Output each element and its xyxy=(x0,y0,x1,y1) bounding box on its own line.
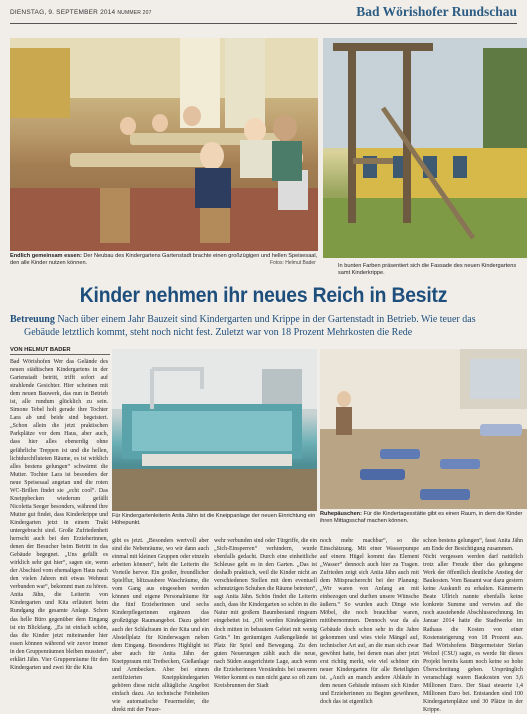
article-column-2: gibt es jetzt. „Besonders wertvoll aber sind die Nebenräume, wo wir dann auch einmal mit kleinen Gruppen oder einzeln arbeiten können“, hebt die Leiterin die Vorteile hervor. Ein großer, freundlicher Spielflur, blitzsaubere Waschräume, die vom Gang aus eingesehen werden können und eigene Personalräume für die fünf Erzieherinnen und sechs Kinderpflegerinnen ergänzen das großzügige Raumangebot. Dazu gehört auch der Schlafraum in der Kita und ein Abstellplatz für Kinderwagen neben dem Eingang. Besonderes Highlight ist aber auch für Anita Jähn der Kneippraum mit Tretbecken, Gießanlage und Armbecken. Aber bei einem zertifizierten Kneippkindergarten gehören diese nicht alltägliche Angebot einfach dazu. An technische Feinheiten wie automatische Feuermelder, die direkt mit der Feuer- xyxy=(112,538,209,713)
nap-room-illustration xyxy=(320,349,527,509)
kneipp-caption: Für Kindergartenleiterin Anita Jähn ist die Kneippanlage der neuen Einrichtung ein Höhepunkt. xyxy=(112,513,316,527)
article-lead: Betreuung Nach über einem Jahr Bauzeit sind Kindergarten und Krippe in der Gartenstadt in Betrieb. Wie teuer das Gebäude letztlich kommt, steht noch nicht fest. Zuletzt war von 18 Prozent Mehrkosten die Rede xyxy=(10,314,476,338)
kneipp-pool-illustration xyxy=(112,349,317,511)
article-column-5 xyxy=(423,537,523,714)
article-column-1: Bad Wörishofen Wer das Gelände des neuen städtischen Kindergartens in der Gartenstadt betritt, trifft sofort auf strahlende Gesichter. Hier scheinen mit dem neuen Bauwerk, das nun in Betrieb ist, alle rundum glücklich zu sein. Simone Tebel holt gerade ihre Tochter Lara ab und beide sind begeistert. „Schon allein die jetzt praktischen Parkplätze vor dem Haus, aber auch, dass hier alles ebenerdig ohne gefährliche Treppen ist und die hellen, lichtdurchfluteten Räume, es ist wirklich alles bestens gelungen“ schwärmt die Mutter. Tochter Lara ist besonders der neue Speisesaal angetan und die roten WC-Brillen findet sie „echt cool“. Das Kneippbecken wiederum gefällt Nicoletta Seeger besonders, während ihre Mutter gut findet, dass Kinderkrippe und Kindergarten jetzt in einem Trakt untergebracht sind. Große Zufriedenheit herrscht auch bei den Erzieherinnen, denen der Besucher beim Betritt in das Gebäude begegnet. „Uns gefällt es wirklich sehr gut hier“, sagen sie, wenn der Abschied vom ehemaligen Haus nach den vielen Jahren mit etwas Wehmut verbunden war“, bekommt man zu hören. Anita Jähn, die Leiterin von Kindergarten und Kita erläutert beim Rundgang die gesamte Anlage. Schon das helle Büro gegenüber dem Eingang ist ein Blickfang. „Es ist einfach schön, das die Kinder jetzt miteinander hier essen können während wir zuvor immer in den Gruppenräumen bleiben mussten“, erklärt Jähn. Vier Gruppenräume für den Kindergarten und zwei für die Kita xyxy=(10,359,108,671)
issue-date: DIENSTAG, 9. SEPTEMBER 2014 NUMMER 207 xyxy=(10,9,152,16)
issue-number: NUMMER 207 xyxy=(117,10,152,16)
facade-photo xyxy=(323,38,527,258)
nap-room-photo xyxy=(320,349,527,509)
facade-caption: In bunten Farben präsentiert sich die Fassade des neuen Kindergartens samt Kinderkrippe. xyxy=(338,263,517,277)
lead-kicker: Betreuung xyxy=(10,314,55,325)
article-column-3: wehr verbunden sind oder Türgriffe, die ein „Sich-Einsperren“ verhindern, wurde ebenfalls gedacht. Durch eine einheitliche Schleuse geht es in den Garten. „Das ist deshalb praktisch, weil die Kinder nicht an verschiedenen Stellen mit dem eventuell schmutzigen Schuhen die Räume betreten“, sagt Anita Jähn. Schön findet die Leiterin auch, dass ihr Kindergarten so schön in die Natur mit großem Baumbestand ringsum eingebettet ist. „Oft werden Kindergärten doch mitten in bebautem Gebiet mit wenig Grün.“ Im geräumigen Außengelände ist Platz für Spiel und Bewegung. Zu den guten Neuerungen zählt auch die neue, nach Süden ausgerichtete Lage, auch wenn die Erzieherinnen Verständnis bei unserem Wetter kommt es nun nicht ganz so oft zum Kreisbrunnen der Stadt xyxy=(214,538,317,689)
dining-room-photo xyxy=(10,38,318,251)
byline: VON HELMUT BADER xyxy=(10,347,110,355)
facade-illustration xyxy=(323,38,527,258)
column-5-body: Nicht vergessen werden darf natürlich trotz aller Freude über das gelungene Werk der öffentlich deutliche Anstieg der Baukosten. Vom Bauamt war dazu gestern keine Auskunft zu erhalten. Kämmerin Beate Ullrich nannte ebenfalls keine konkrete Summe und verwies auf die noch ausstehende Abschlussrechnung. Im Januar 2014 hatte die Stadtwerke im Rathaus die Kosten von einer Kostensteigerung von 18 Prozent aus. Bad Wörishofens Bürgermeister Stefan Welzel (CSU) sagte, es werde für dieses Projekt bereits kaum noch keine so hohe Überschreitung geben. Ursprünglich veranschlagt waren Baukosten von 3,6 Millionen Euro. Der Staat steuerte 1,4 Millionen Euro bei. Entstanden sind 100 Kindergartenplätze und 30 Plätze in der Krippe. xyxy=(423,554,523,713)
column-5-intro: schon bestens gelungen“, fasst Anita Jähn am Ende der Besichtigung zusammen. xyxy=(423,538,523,553)
nap-room-caption: Ruhepäuschen: Für die Kindertagesstätte gibt es einen Raum, in dem die Kinder ihren Mittagsschaf machen können. xyxy=(320,511,523,525)
article-headline: Kinder nehmen ihr neues Reich in Besitz xyxy=(79,284,448,307)
page-header xyxy=(10,4,517,23)
kneipp-pool-photo xyxy=(112,349,317,511)
dining-room-illustration xyxy=(10,38,318,251)
photo-credit: Fotos: Helmut Bader xyxy=(270,260,316,266)
article-column-4: noch mehr machbar“, so die Einschätzung. Mit einer Wasserpumpe auf einem Hügel kommt das Element „Wasser“ dennoch auch hier zu Tragen. Zufrieden zeigt sich Anita Jähn auch mit dem Mitspracherecht bei der Planung: „Wir waren von Anfang an mit einbezogen und durften unsere Wünsche äußern.“ So wurden auch Dinge wie Möbel, die noch brauchbar waren, mitübernommen. Dennoch war da als Gebäude doch schon sehr in die Jahre gekommen und wies viele Mängel auf, technischer Art auf, an die man sich zwar gewöhnt hatte, bei denen man aber jetzt erst richtig merkt, wie viel schöner ein neuer Kindergarten für alle Beteiligten ist. „Auch an manch andere Abläufe in dem neuen Gebäude müssen sich Kinder und Erzieherinnen zu Beginn gewöhnen, doch das ist eigentlich xyxy=(320,538,419,705)
dining-room-caption: Endlich gemeinsam essen: Der Neubau des Kindergartens Gartenstadt brachte einen großzügigen und hellen Speisesaal, den alle Kinder nutzen können. xyxy=(10,253,318,267)
header-rule xyxy=(10,23,517,24)
section-title: Bad Wörishofer Rundschau xyxy=(356,4,517,19)
